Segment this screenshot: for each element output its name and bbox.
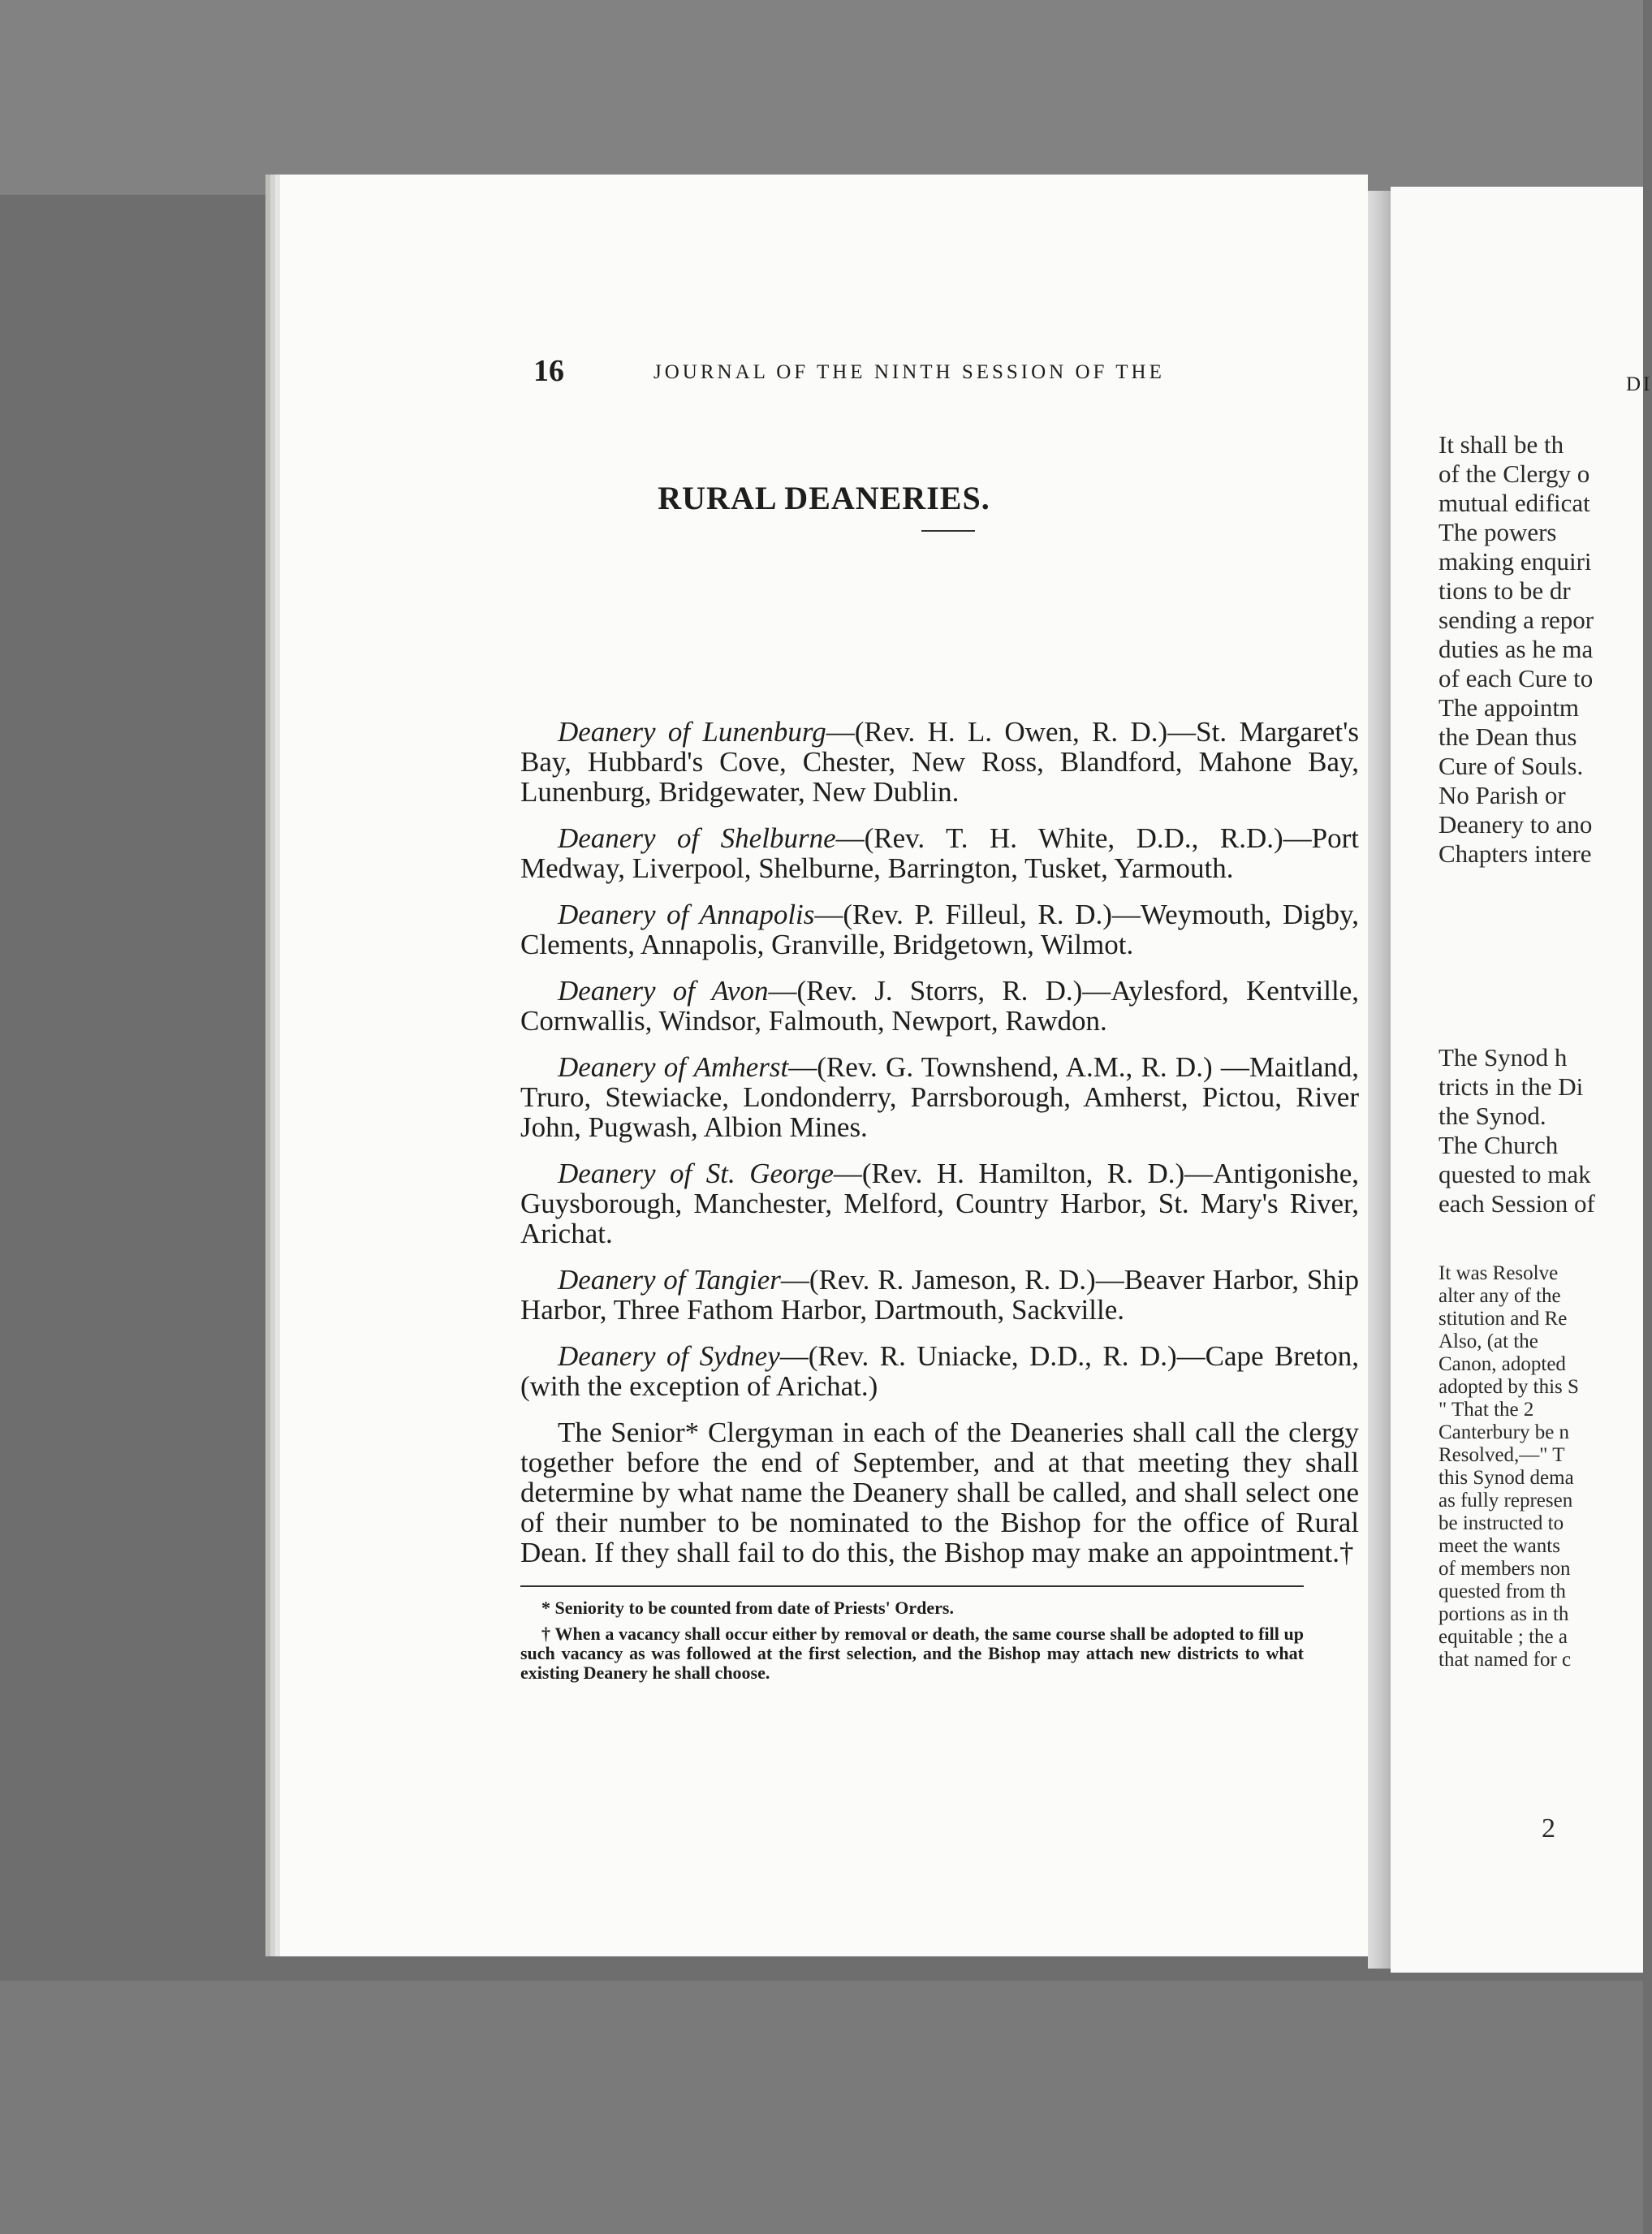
deanery-entry <box>520 1158 1359 1249</box>
footnote: * Seniority to be counted from date of Priests' Orders. <box>541 1598 954 1618</box>
deanery-details: —(Rev. G. Townshend, A.M., R. D.) —Maitland, Truro, Stewiacke, Londonderry, Parrsborough, Amherst, Pictou, River John, Pugwash, Albion Mines. <box>520 1051 1359 1143</box>
text-line: The powers <box>1438 518 1557 546</box>
text-line: as fully represen <box>1438 1490 1573 1512</box>
body-column <box>520 540 1359 1689</box>
text-line: the Dean thus <box>1438 722 1577 751</box>
text-line: quested to mak <box>1438 1160 1591 1188</box>
deanery-entry <box>520 1052 1359 1142</box>
text-line: It shall be th <box>1438 430 1564 459</box>
text-line: Canon, adopted <box>1438 1353 1566 1375</box>
signature-mark: 2 <box>1542 1814 1555 1844</box>
footnote: † When a vacancy shall occur either by removal or death, the same course shall be adopted to fill up such vacancy as was followed at the first selection, and the Bishop may attach new districts to what existing Deanery he shall choose. <box>520 1624 1304 1683</box>
deanery-entry <box>520 1265 1359 1325</box>
text-line: The Church <box>1438 1131 1559 1159</box>
deanery-name: Deanery of Amherst <box>558 1051 789 1083</box>
text-line: equitable ; the a <box>1438 1626 1568 1648</box>
text-line: " That the 2 <box>1438 1399 1534 1421</box>
deanery-name: Deanery of Annapolis <box>558 899 815 930</box>
text-line: tions to be dr <box>1438 576 1571 605</box>
text-line: It was Resolve <box>1438 1262 1559 1284</box>
text-line: duties as he ma <box>1438 635 1594 663</box>
page-gutter <box>1368 191 1391 1969</box>
text-line: making enquiri <box>1438 547 1592 576</box>
text-line: the Synod. <box>1438 1102 1546 1130</box>
deanery-details: —(Rev. P. Filleul, R. D.)—Weymouth, Digby, Clements, Annapolis, Granville, Bridgetown, Wilmot. <box>520 899 1359 960</box>
right-text-block <box>1438 430 1650 869</box>
left-page <box>280 175 1368 1956</box>
text-line: tricts in the Di <box>1438 1072 1584 1101</box>
text-line: of members non <box>1438 1558 1571 1580</box>
deanery-details: —(Rev. H. Hamilton, R. D.)—Antigonishe, Guysborough, Manchester, Melford, Country Harbor, St. Mary's River, Arichat. <box>520 1158 1359 1249</box>
text-line: Cure of Souls. <box>1438 752 1584 780</box>
right-text-block <box>1438 1043 1650 1218</box>
text-line: alter any of the <box>1438 1285 1561 1307</box>
text-line: that named for c <box>1438 1649 1572 1671</box>
text-line: of each Cure to <box>1438 664 1594 692</box>
text-line: No Parish or <box>1438 781 1566 809</box>
deanery-details: —(Rev. H. L. Owen, R. D.)—St. Margaret's Bay, Hubbard's Cove, Chester, New Ross, Blandford, Mahone Bay, Lunenburg, Bridgewater, New Dublin. <box>520 716 1359 808</box>
page-header <box>280 353 1368 402</box>
text-line: Deanery to ano <box>1438 810 1593 839</box>
title-rule <box>921 530 975 532</box>
closing-paragraph: The Senior* Clergyman in each of the Deaneries shall call the clergy together before the end of September, and at that meeting they shall determine by what name the Deanery shall be called, and shall select one of their number to be nominated to the Bishop for the office of Rural Dean. If they shall fail to do this, the Bishop may make an appointment.† <box>520 1417 1359 1568</box>
text-line: be instructed to <box>1438 1512 1564 1534</box>
right-text-block <box>1438 1262 1650 1671</box>
deanery-name: Deanery of Avon <box>558 975 769 1007</box>
text-line: this Synod dema <box>1438 1467 1574 1489</box>
text-line: The Synod h <box>1438 1043 1568 1072</box>
text-line: adopted by this S <box>1438 1376 1579 1398</box>
text-line: sending a repor <box>1438 606 1594 634</box>
deanery-name: Deanery of Lunenburg <box>558 716 826 748</box>
deanery-details: —(Rev. T. H. White, D.D., R.D.)—Port Medway, Liverpool, Shelburne, Barrington, Tusket, Yarmouth. <box>520 822 1360 884</box>
text-line: The appointm <box>1438 693 1580 722</box>
text-line: Canterbury be n <box>1438 1421 1570 1443</box>
text-line: each Session of <box>1438 1189 1595 1218</box>
deanery-name: Deanery of Sydney <box>558 1340 780 1372</box>
right-page <box>1391 187 1652 1973</box>
running-head: JOURNAL OF THE NINTH SESSION OF THE <box>653 361 1165 383</box>
deanery-entry <box>520 899 1359 960</box>
deanery-name: Deanery of St. George <box>558 1158 834 1189</box>
deanery-details: —(Rev. R. Jameson, R. D.)—Beaver Harbor, Ship Harbor, Three Fathom Harbor, Dartmouth, Sackville. <box>520 1264 1360 1326</box>
footnote-rule <box>520 1585 1304 1587</box>
text-line: quested from th <box>1438 1581 1566 1602</box>
deanery-details: —(Rev. R. Uniacke, D.D., R. D.)—Cape Breton, (with the exception of Arichat.) <box>520 1340 1359 1402</box>
background-bottom <box>0 1981 1643 2234</box>
text-line: mutual edificat <box>1438 489 1590 517</box>
deanery-entry <box>520 1341 1359 1401</box>
text-line: of the Clergy o <box>1438 459 1590 488</box>
text-line: stitution and Re <box>1438 1308 1568 1330</box>
deanery-details: —(Rev. J. Storrs, R. D.)—Aylesford, Kentville, Cornwallis, Windsor, Falmouth, Newport, Rawdon. <box>520 975 1360 1037</box>
text-line: Also, (at the <box>1438 1330 1538 1352</box>
page-number: 16 <box>533 354 564 388</box>
deanery-entry <box>520 717 1359 807</box>
text-line: portions as in th <box>1438 1603 1569 1625</box>
text-line: Chapters intere <box>1438 839 1592 868</box>
background-top <box>0 0 1643 195</box>
deanery-name: Deanery of Tangier <box>558 1264 781 1296</box>
deanery-name: Deanery of Shelburne <box>558 822 836 854</box>
text-line: Resolved,—" T <box>1438 1444 1565 1466</box>
deanery-entry <box>520 823 1359 883</box>
right-running-head: DI <box>1626 373 1652 395</box>
text-line: meet the wants <box>1438 1535 1560 1557</box>
section-title: RURAL DEANERIES. <box>658 480 990 516</box>
deanery-entry <box>520 976 1359 1036</box>
